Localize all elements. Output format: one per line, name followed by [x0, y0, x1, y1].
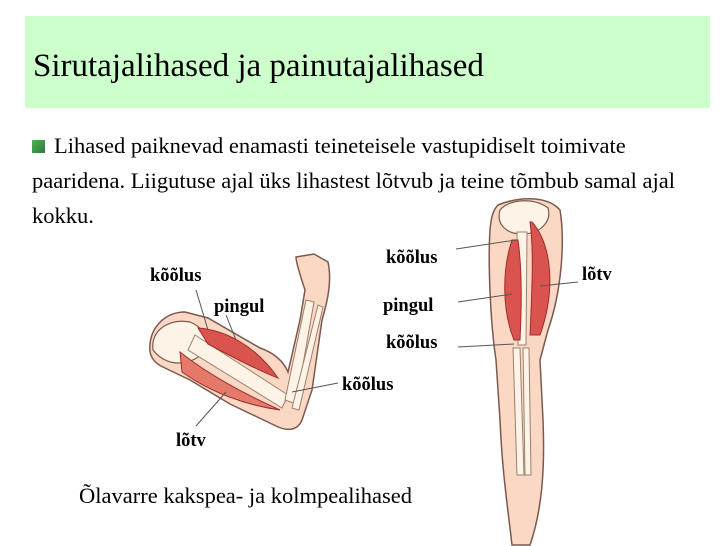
straight-arm-ulna — [523, 348, 531, 475]
label-straight-tense: pingul — [383, 296, 434, 316]
slide-title: Sirutajalihased ja painutajalihased — [33, 48, 484, 84]
label-bent-relaxed: lõtv — [176, 431, 206, 451]
figure-caption: Õlavarre kakspea- ja kolmpealihased — [79, 483, 412, 508]
label-bent-tense: pingul — [214, 297, 265, 317]
label-straight-tendon-bottom: kõõlus — [386, 333, 438, 353]
label-straight-tendon-top: kõõlus — [386, 248, 438, 268]
label-bent-tendon-top: kõõlus — [150, 266, 202, 286]
label-straight-relaxed: lõtv — [582, 265, 612, 285]
bullet-text: Lihased paiknevad enamasti teineteisele vastupidiselt toimivate paaridena. Liigutuse ajal üks lihastest lõtvub ja teine tõmbub samal ajal kokku. — [32, 133, 675, 228]
label-bent-tendon-elbow: kõõlus — [342, 375, 394, 395]
